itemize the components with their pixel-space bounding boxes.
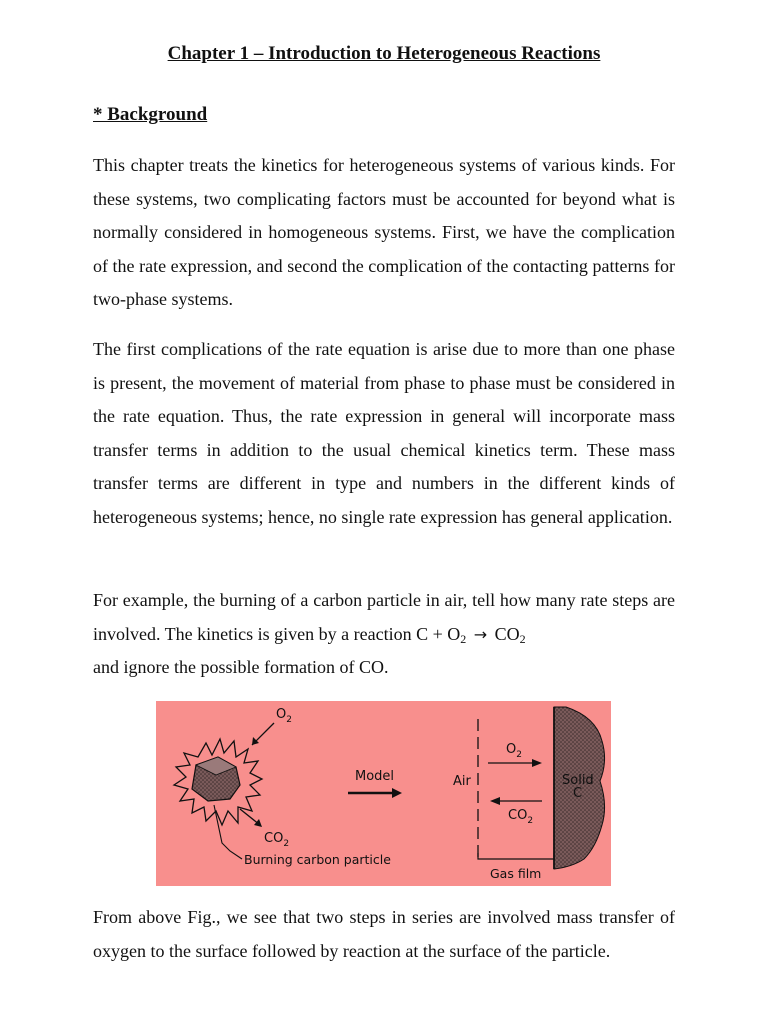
o2-label-right: $O_2$ xyxy=(506,742,522,760)
model-label: Model xyxy=(355,769,395,784)
burning-particle-label: Burning carbon particle xyxy=(244,852,391,867)
solid-label: Solid xyxy=(562,773,594,788)
figure-diagram xyxy=(156,701,611,886)
o2-subscript: 2 xyxy=(460,631,467,646)
model-arrowhead xyxy=(392,788,402,798)
example-text: For example, the burning of a carbon particle in air, tell how many rate steps are involved. The kinetics is given by a reaction C + O xyxy=(93,590,675,644)
section-heading: * Background xyxy=(93,104,208,125)
o2-transfer-arrowhead xyxy=(532,759,542,767)
co2-subscript: 2 xyxy=(519,631,526,646)
carbon-burning-figure xyxy=(156,701,611,886)
chapter-title: Chapter 1 – Introduction to Heterogeneous Reactions xyxy=(167,43,601,64)
co2-out-arrowhead xyxy=(254,819,262,827)
paragraph-intro: This chapter treats the kinetics for heterogeneous systems of various kinds. For these systems, two complicating factors must be accounted for beyond what is normally considered in homogeneous systems. First, we have the complication of the rate expression, and second the complication of the contacting patterns for two-phase systems. xyxy=(93,155,675,309)
gas-film-label: Gas film xyxy=(490,866,542,881)
paragraph-rate-equation: The first complications of the rate equation is arise due to more than one phase is present, the movement of material from phase to phase must be considered in the rate equation. Thus, the rate expression in general will incorporate mass transfer terms in addition to the usual chemical kinetics term. These mass transfer terms are different in type and numbers in the different kinds of heterogeneous systems; hence, no single rate expression has general application. xyxy=(93,339,675,527)
co2-transfer-arrowhead xyxy=(490,797,500,805)
co2-label-right: $CO_2$ xyxy=(508,808,534,826)
paragraph-conclusion: From above Fig., we see that two steps in series are involved mass transfer of oxygen to the surface followed by reaction at the surface of the particle. xyxy=(93,907,675,961)
paragraph-example xyxy=(93,584,675,685)
gas-film-bracket xyxy=(478,853,554,859)
reaction-arrow: → xyxy=(473,624,488,644)
product-co: CO xyxy=(494,623,520,644)
example-tail: and ignore the possible formation of CO. xyxy=(93,657,389,677)
air-label: Air xyxy=(453,774,471,789)
o2-label-top: $O_2$ xyxy=(276,707,292,725)
carbon-label: C xyxy=(573,786,583,801)
co2-label-left: $CO_2$ xyxy=(264,831,290,849)
